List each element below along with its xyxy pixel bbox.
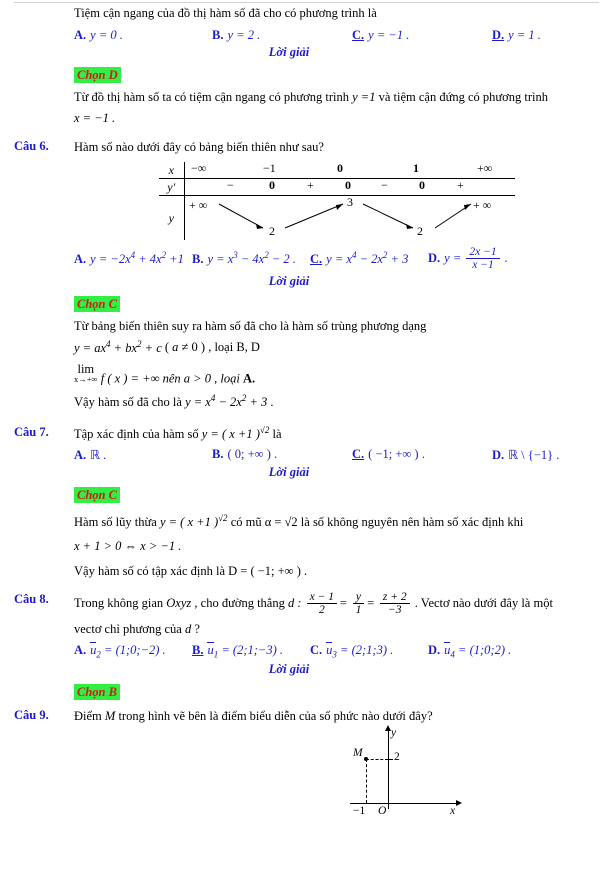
x-val-0: −∞: [191, 160, 207, 175]
variation-table: [159, 162, 515, 240]
q5-option-d-text: y = 1 .: [508, 28, 541, 43]
q8-chon-badge: Chọn B: [74, 684, 120, 700]
q6-chon-badge-wrap: [74, 293, 599, 317]
yp-5: 0: [419, 178, 425, 193]
q6-option-a[interactable]: [74, 250, 192, 267]
q8-frac-2: [353, 591, 365, 617]
q5-option-a-label: A.: [74, 28, 87, 43]
q7-option-a[interactable]: [74, 447, 212, 463]
variation-y-graph: [185, 196, 515, 240]
q6-variation-table: [74, 162, 599, 240]
q6-explain-4: Vậy hàm số đã cho là $y = x^4 - 2x^2 + 3$ .: [74, 393, 274, 410]
q6-frac-num: 2x −1: [466, 246, 499, 260]
q6-number: Câu 6.: [14, 138, 49, 153]
q8-frac2-num: y: [353, 591, 365, 605]
q5-option-c-label: C.: [352, 28, 365, 43]
q8-d-label: d :: [287, 595, 302, 610]
q8-option-b[interactable]: [192, 642, 310, 660]
q7-option-c-label: C.: [352, 446, 365, 461]
q5-chon-badge-wrap: [74, 64, 599, 88]
q6-option-b-text: $y = x^3 - 4x^2 - 2$ .: [207, 250, 296, 267]
q5-options-row: [14, 24, 599, 129]
q7-explain-2: x + 1 > 0 ⇔ x > −1 .: [74, 539, 182, 554]
q5-explain-1-text: Từ đồ thị hàm số ta có tiệm cận ngang có phương trình: [74, 90, 349, 105]
q8-option-c-text: $u_3$ = (2;1;3) .: [326, 643, 394, 660]
dash-to-y-axis: [366, 759, 388, 760]
q5-option-a-text: y = 0 .: [90, 28, 123, 43]
y-axis-tick: [388, 759, 393, 760]
q6-option-c-text: $y = x^4 - 2x^2 + 3$: [326, 250, 409, 267]
variation-label-yprime: y′: [159, 179, 185, 196]
q8-stem-line1: [74, 591, 599, 617]
yp-3: 0: [345, 178, 351, 193]
q8-frac-3: [380, 591, 410, 617]
q7-option-c-text: ( −1; +∞ ) .: [368, 446, 425, 461]
q7-option-d[interactable]: [492, 447, 559, 463]
variation-arrows: [185, 196, 515, 240]
q6-lim-word: lim: [77, 361, 95, 376]
x-axis-line: [350, 803, 460, 804]
q5-option-c[interactable]: [352, 28, 492, 43]
q8-number: Câu 8.: [14, 591, 49, 606]
y-val-2: 3: [347, 195, 353, 210]
variation-x-values: [185, 162, 515, 179]
q6-explain-3c: f ( x ) = +∞ nên a > 0 , loại A.: [100, 371, 256, 386]
q5-option-c-text: y = −1 .: [368, 28, 410, 43]
q6-frac-den: x −1: [472, 259, 494, 272]
q7-number: Câu 7.: [14, 424, 49, 439]
q5-option-d[interactable]: [492, 28, 541, 43]
q5-option-a[interactable]: [74, 28, 212, 43]
q6-option-d[interactable]: [428, 246, 508, 272]
q7-chon-badge: Chọn C: [74, 487, 120, 503]
q7-option-b-text: ( 0; +∞ ) .: [227, 446, 278, 461]
q6-stem: Hàm số nào dưới đây có bảng biến thiên như sau?: [74, 139, 324, 154]
q8-option-d-label: D.: [428, 643, 441, 658]
yp-6: +: [457, 178, 464, 193]
q8-frac-1: [307, 591, 337, 617]
page-top-rule: [14, 2, 599, 3]
q8-option-a[interactable]: [74, 642, 192, 660]
q8-frac3-den: −3: [388, 604, 402, 617]
y-axis-label: y: [391, 726, 397, 739]
q7-stem-c: là: [272, 426, 282, 441]
q8-option-c-label: C.: [310, 643, 323, 658]
q8-line-equation: d : $\frac{x - 1}{2}$ = $\frac{y}{1}$ = $\frac{z + 2}{-3}$: [288, 596, 415, 610]
q8-stem-oxyz: Oxyz: [166, 595, 192, 610]
q6-explain-2: [74, 337, 599, 356]
q6-options: [74, 246, 599, 272]
q8-stem-b: , cho đường thẳng: [194, 595, 285, 610]
figure-axes: [350, 726, 470, 817]
q6-option-b[interactable]: [192, 250, 310, 267]
x-val-3: 1: [413, 160, 419, 175]
yp-2: +: [307, 178, 314, 193]
question-7: [14, 424, 599, 582]
q7-option-a-text: ℝ .: [90, 447, 107, 462]
point-label-M: M: [353, 746, 363, 759]
q5-explain-1b-text: và tiệm cận đứng có phương trình: [378, 90, 549, 105]
q6-explain-2b: ( a ≠ 0 ) , loại B, D: [164, 340, 260, 355]
q6-chon-badge: Chọn C: [74, 296, 120, 312]
q8-stem-line2: vectơ chỉ phương của d ?: [74, 621, 200, 636]
yp-4: −: [381, 178, 388, 193]
q8-option-c[interactable]: [310, 642, 428, 660]
question-8: [14, 591, 599, 705]
y-val-3: 2: [417, 224, 423, 239]
y-val-0: + ∞: [189, 198, 208, 213]
q5-chon-badge: Chọn D: [74, 67, 121, 83]
q5-option-b-label: B.: [212, 28, 224, 43]
x-axis-arrow-icon: [456, 800, 462, 806]
x-val-1: −1: [263, 160, 276, 175]
q8-frac2-den: 1: [355, 604, 362, 617]
q7-stem-formula: y = ( x +1 )$^{√2}$: [201, 424, 270, 441]
q8-option-a-text: $u_2$ = (1;0;−2) .: [90, 643, 166, 660]
q8-option-d[interactable]: [428, 642, 511, 660]
y-val-4: + ∞: [473, 198, 492, 213]
q5-explain-1: [74, 88, 599, 106]
q7-option-b[interactable]: [212, 447, 352, 463]
q9-number: Câu 9.: [14, 707, 49, 722]
q6-option-d-label: D.: [428, 250, 441, 265]
q6-explain-1: Từ bảng biến thiên suy ra hàm số đã cho là hàm số trùng phương dạng: [74, 319, 427, 334]
q7-explain-1c: có mũ α = √2 là số không nguyên nên hàm số xác định khi: [230, 515, 524, 530]
variation-row-x: [159, 162, 515, 179]
q6-option-b-label: B.: [192, 252, 204, 267]
q9-stem-a: Điểm: [74, 708, 102, 723]
q8-options: [74, 642, 599, 660]
x-axis-label: x: [450, 804, 456, 817]
q6-option-c-label: C.: [310, 252, 323, 267]
dash-to-x-axis: [366, 759, 367, 803]
q7-option-a-label: A.: [74, 447, 87, 462]
q8-frac3-num: z + 2: [380, 591, 410, 605]
q7-stem-a: Tập xác định của hàm số: [74, 426, 199, 441]
q7-option-b-label: B.: [212, 446, 224, 461]
q7-explain-3: Vậy hàm số có tập xác định là D = ( −1; +∞ ) .: [74, 563, 308, 578]
q6-explain-2a: $y = ax^4 + bx^2 + c$: [74, 338, 162, 355]
origin-label: O: [378, 804, 387, 817]
q5-option-b[interactable]: [212, 28, 352, 43]
variation-row-yprime: [159, 179, 515, 196]
q9-stem: [74, 707, 599, 725]
q8-option-b-label: B.: [192, 643, 204, 658]
q7-explain-1a: Hàm số lũy thừa: [74, 515, 157, 530]
yp-0: −: [227, 178, 234, 193]
q8-option-b-text: $u_1$ = (2;1;−3) .: [207, 643, 283, 660]
q7-loigiai: Lời giải: [268, 464, 310, 479]
q5-option-d-label: D.: [492, 28, 505, 43]
q5-explain-2: x = −1 .: [74, 110, 116, 125]
question-9: [14, 707, 599, 815]
q9-complex-plane-figure: [74, 726, 599, 817]
question-6: [14, 138, 599, 414]
x-val-2: 0: [337, 160, 343, 175]
q8-chon-badge-wrap: [74, 681, 599, 705]
q5-options: [74, 28, 599, 43]
y-tick-label: 2: [394, 750, 400, 763]
q7-option-d-text: ℝ \ {−1} .: [508, 447, 560, 462]
q5-option-b-text: y = 2 .: [227, 28, 261, 43]
q6-loigiai: Lời giải: [268, 274, 310, 289]
y-val-1: 2: [269, 224, 275, 239]
q7-explain-formula: y = ( x +1 )$^{√2}$: [159, 513, 228, 530]
q6-option-d-fraction: [466, 246, 499, 272]
yp-1: 0: [269, 178, 275, 193]
q7-explain-1: [74, 512, 599, 531]
variation-yprime-signs: [185, 179, 515, 196]
q5-explain-eq-y1: y =1: [352, 90, 376, 105]
q7-options: [74, 447, 599, 463]
q7-option-c[interactable]: [352, 447, 492, 463]
variation-row-y: [159, 196, 515, 240]
q5-stem: Tiệm cận ngang của đồ thị hàm số đã cho có phương trình là: [74, 6, 377, 20]
q8-frac1-den: 2: [318, 604, 325, 617]
q7-option-d-label: D.: [492, 447, 505, 462]
q6-option-a-label: A.: [74, 252, 87, 267]
question-5-tail: [14, 4, 599, 24]
x-val-4: +∞: [477, 160, 493, 175]
q8-stem-a: Trong không gian: [74, 595, 164, 610]
q8-option-a-label: A.: [74, 643, 87, 658]
q5-loigiai: Lời giải: [268, 45, 310, 60]
q8-loigiai: Lời giải: [268, 661, 310, 676]
y-axis-line: [388, 731, 389, 809]
q8-stem-c: . Vectơ nào dưới đây là một: [414, 595, 553, 610]
q5-number-placeholder: [14, 4, 74, 5]
q9-stem-b: trong hình vẽ bên là điểm biểu diễn của số phức nào dưới đây?: [118, 708, 433, 723]
q6-option-c[interactable]: [310, 250, 428, 267]
q8-frac1-num: x − 1: [307, 591, 337, 605]
q6-option-a-text: $y = -2x^4 + 4x^2 +1$: [90, 250, 184, 267]
q6-lim-sub: x→+∞: [74, 374, 98, 385]
q7-chon-badge-wrap: [74, 484, 599, 508]
q6-explain-3: [74, 363, 599, 388]
q6-option-d-text: y = $\frac{2x -1}{x -1}$ .: [444, 245, 508, 272]
q7-stem: [74, 424, 599, 443]
x-tick-label: −1: [353, 804, 366, 817]
variation-label-x: x: [159, 162, 185, 179]
variation-label-y: y: [159, 196, 185, 240]
q9-stem-m: M: [104, 708, 116, 723]
q8-option-d-text: $u_4$ = (1;0;2) .: [444, 643, 512, 660]
q6-limit-operator: [74, 363, 98, 384]
